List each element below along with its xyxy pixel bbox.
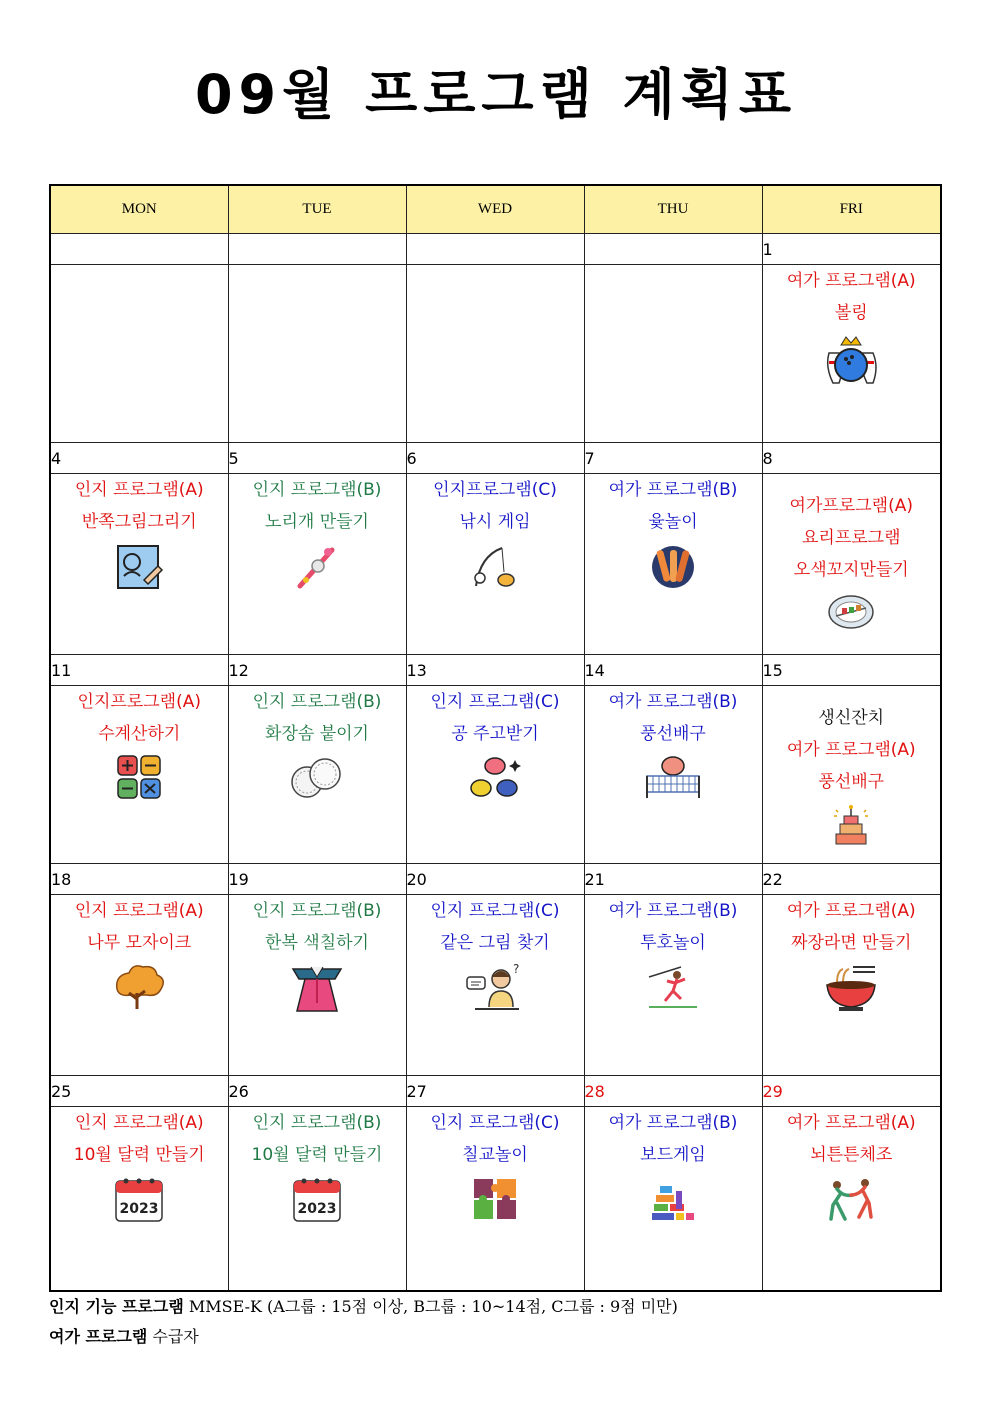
program-row [50, 686, 941, 864]
program-type: 여가 프로그램(A) [786, 901, 916, 921]
date-number: 27 [406, 1076, 584, 1107]
day-header-thu: THU [584, 185, 762, 234]
program-activity: 칠교놀이 [462, 1145, 528, 1165]
date-number: 18 [50, 864, 228, 895]
program-activity: 10월 달력 만들기 [251, 1145, 383, 1165]
program-cell [50, 265, 228, 443]
tree-icon [111, 963, 167, 1011]
exercise-icon [823, 1175, 879, 1223]
calendar-icon [290, 1175, 344, 1225]
norigae-icon [292, 542, 342, 592]
program-row [50, 474, 941, 655]
footer-leisure-label: 여가 프로그램 [49, 1327, 148, 1346]
date-number: 15 [762, 655, 941, 686]
day-header-row [50, 185, 941, 234]
date-number: 26 [228, 1076, 406, 1107]
program-activity: 윷놀이 [648, 512, 698, 532]
date-number: 12 [228, 655, 406, 686]
program-row [50, 265, 941, 443]
program-type: 인지프로그램(A) [77, 692, 201, 712]
program-type: 여가프로그램(A) [789, 496, 913, 516]
footer-cognitive-note [49, 1294, 678, 1317]
bowling-icon [821, 333, 881, 389]
date-number [228, 234, 406, 265]
date-row [50, 1076, 941, 1107]
program-row [50, 895, 941, 1076]
date-number: 20 [406, 864, 584, 895]
program-activity-detail: 오색꼬지만들기 [793, 560, 909, 580]
footer-cognitive-label: 인지 기능 프로그램 [49, 1297, 184, 1316]
date-number: 6 [406, 443, 584, 474]
program-activity: 노리개 만들기 [265, 512, 369, 532]
date-number-holiday: 29 [762, 1076, 941, 1107]
program-activity: 나무 모자이크 [87, 933, 192, 953]
program-cell [584, 686, 762, 864]
day-header-mon: MON [50, 185, 228, 234]
date-row [50, 655, 941, 686]
date-number: 7 [584, 443, 762, 474]
program-type: 인지 프로그램(C) [430, 692, 560, 712]
program-cell [406, 895, 584, 1076]
program-activity: 화장솜 붙이기 [265, 724, 369, 744]
date-number: 25 [50, 1076, 228, 1107]
footer-cognitive-detail: MMSE-K (A그룹 : 15점 이상, B그룹 : 10~14점, C그룹 : 9점 미만) [183, 1297, 678, 1316]
program-activity: 풍선배구 [640, 724, 706, 744]
program-cell [584, 895, 762, 1076]
program-cell [762, 265, 941, 443]
noodle-bowl-icon [823, 963, 879, 1013]
footer-leisure-detail: 수급자 [147, 1327, 199, 1346]
program-type: 여가 프로그램(B) [608, 692, 738, 712]
program-cell [762, 686, 941, 864]
program-type: 여가 프로그램(A) [786, 1113, 916, 1133]
program-type: 여가 프로그램(B) [608, 901, 738, 921]
date-number-holiday: 28 [584, 1076, 762, 1107]
thinking-person-icon [465, 963, 525, 1013]
program-cell [228, 895, 406, 1076]
program-cell [762, 895, 941, 1076]
program-cell [228, 474, 406, 655]
program-type: 인지 프로그램(B) [252, 692, 382, 712]
program-activity: 짜장라면 만들기 [791, 933, 912, 953]
day-header-wed: WED [406, 185, 584, 234]
puzzle-icon [470, 1175, 520, 1223]
program-activity: 10월 달력 만들기 [73, 1145, 205, 1165]
date-number: 19 [228, 864, 406, 895]
program-cell [406, 474, 584, 655]
program-cell [50, 895, 228, 1076]
skewer-plate-icon [826, 590, 876, 630]
cake-icon [828, 802, 874, 848]
program-type: 여가 프로그램(A) [786, 271, 916, 291]
program-activity: 공 주고받기 [451, 724, 539, 744]
program-type: 인지 프로그램(C) [430, 901, 560, 921]
date-number [584, 234, 762, 265]
program-activity: 볼링 [834, 303, 868, 323]
date-number: 8 [762, 443, 941, 474]
date-number [406, 234, 584, 265]
drawing-icon [114, 542, 164, 592]
fishing-icon [470, 542, 520, 592]
date-number: 21 [584, 864, 762, 895]
calendar-year-label: 2023 [119, 1201, 159, 1217]
date-number: 14 [584, 655, 762, 686]
balls-icon [465, 754, 525, 802]
day-header-fri: FRI [762, 185, 941, 234]
hanbok-icon [289, 963, 345, 1013]
program-type: 인지 프로그램(C) [430, 1113, 560, 1133]
calendar-year-label: 2023 [297, 1201, 337, 1217]
program-activity: 투호놀이 [640, 933, 706, 953]
yut-icon [648, 542, 698, 592]
calendar-table [49, 184, 942, 1292]
day-header-tue: TUE [228, 185, 406, 234]
date-number: 22 [762, 864, 941, 895]
program-type: 여가 프로그램(B) [608, 1113, 738, 1133]
program-type: 인지 프로그램(A) [74, 901, 204, 921]
program-activity: 같은 그림 찾기 [440, 933, 550, 953]
program-activity: 수계산하기 [98, 724, 181, 744]
program-type: 여가 프로그램(B) [608, 480, 738, 500]
program-cell [228, 265, 406, 443]
program-activity: 낚시 게임 [459, 512, 531, 532]
blocks-icon [646, 1175, 700, 1223]
program-cell [50, 686, 228, 864]
date-row [50, 234, 941, 265]
date-number [50, 234, 228, 265]
javelin-icon [645, 963, 701, 1011]
volleyball-net-icon [643, 754, 703, 802]
program-cell [228, 1107, 406, 1292]
program-cell [406, 265, 584, 443]
program-cell [228, 686, 406, 864]
program-cell [584, 1107, 762, 1292]
date-number: 13 [406, 655, 584, 686]
program-cell [406, 686, 584, 864]
program-cell [584, 265, 762, 443]
svg-text:?: ? [513, 963, 520, 976]
date-row [50, 443, 941, 474]
program-cell [762, 1107, 941, 1292]
program-activity: 풍선배구 [818, 772, 885, 792]
program-type: 인지 프로그램(A) [74, 480, 204, 500]
program-type: 인지프로그램(C) [433, 480, 557, 500]
program-type: 인지 프로그램(B) [252, 901, 382, 921]
program-activity: 한복 색칠하기 [265, 933, 369, 953]
date-number: 5 [228, 443, 406, 474]
program-cell [584, 474, 762, 655]
date-number: 1 [762, 234, 941, 265]
program-type: 인지 프로그램(A) [74, 1113, 204, 1133]
math-icon [114, 754, 164, 802]
program-event: 생신잔치 [818, 708, 885, 728]
program-type: 여가 프로그램(A) [786, 740, 916, 760]
program-cell [50, 1107, 228, 1292]
program-cell [406, 1107, 584, 1292]
date-number: 11 [50, 655, 228, 686]
program-row [50, 1107, 941, 1292]
date-row [50, 864, 941, 895]
program-activity: 뇌튼튼체조 [810, 1145, 893, 1165]
program-type: 인지 프로그램(B) [252, 480, 382, 500]
program-cell [762, 474, 941, 655]
calendar-icon [112, 1175, 166, 1225]
program-activity: 보드게임 [640, 1145, 706, 1165]
program-type: 인지 프로그램(B) [252, 1113, 382, 1133]
cotton-pad-icon [287, 754, 347, 800]
footer-leisure-note [49, 1324, 199, 1347]
program-cell [50, 474, 228, 655]
program-activity: 반쪽그림그리기 [81, 512, 197, 532]
page-title: 09월 프로그램 계획표 [194, 63, 798, 126]
program-activity: 요리프로그램 [801, 528, 901, 548]
date-number: 4 [50, 443, 228, 474]
